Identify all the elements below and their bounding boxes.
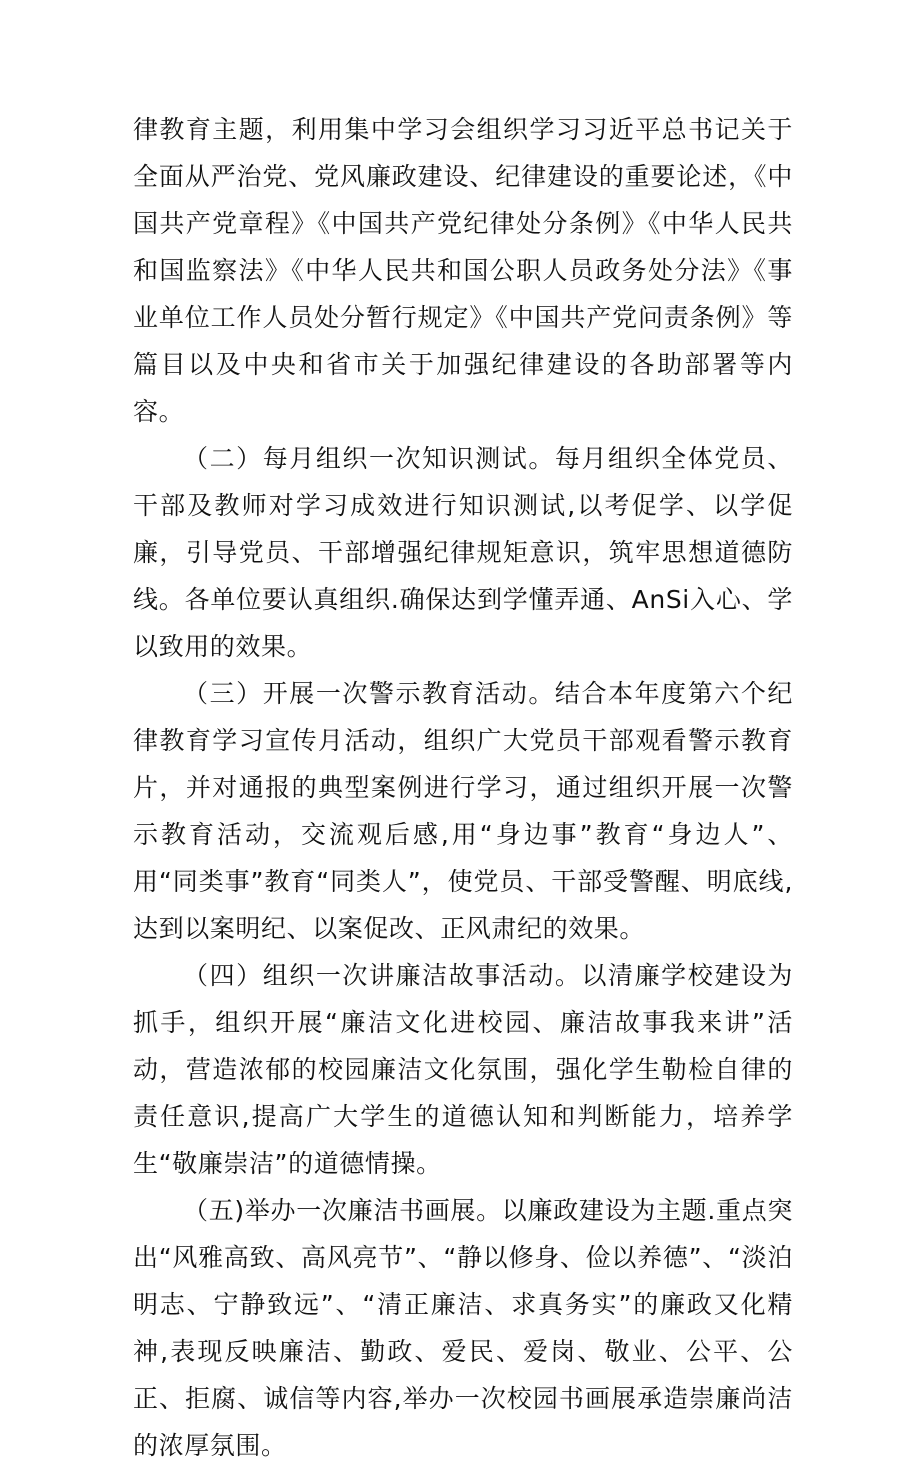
paragraph-integrity-stories: （四）组织一次讲廉洁故事活动。以清廉学校建设为抓手，组织开展“廉洁文化进校园、廉洁故事我来讲”活动，营造浓郁的校园廉洁文化氛围，强化学生勒检自律的责任意识,提高广大学生的道德认知和判断能力，培养学生“敬廉崇洁”的道德情操。 [133, 961, 793, 1178]
paragraph-knowledge-test: （二）每月组织一次知识测试。每月组织全体党员、干部及教师对学习成效进行知识测试,以考促学、以学促廉，引导党员、干部增强纪律规矩意识，筑牢思想道德防线。各单位要认真组织.确保达到学懂弄通、AnSi入心、学以致用的效果。 [133, 444, 793, 661]
paragraph-calligraphy-exhibition: （五)举办一次廉洁书画展。以廉政建设为主题.重点突出“风雅高致、高风亮节”、“静以修身、俭以养德”、“淡泊明志、宁静致远”、“清正廉洁、求真务实”的廉政又化精神,表现反映廉洁、勤政、爱民、爱岗、敬业、公平、公正、拒腐、诚信等内容,举办一次校园书画展承造崇廉尚洁的浓厚氛围。 [133, 1196, 793, 1460]
paragraph-continuation: 律教育主题，利用集中学习会组织学习习近平总书记关于全面从严治党、党风廉政建设、纪律建设的重要论述，《中国共产党章程》《中国共产党纪律处分条例》《中华人民共和国监察法》《中华人民共和国公职人员政务处分法》《事业单位工作人员处分暂行规定》《中国共产党问责条例》等篇目以及中央和省市关于加强纪律建设的各助部署等内容。 [133, 115, 793, 426]
paragraph-warning-education: （三）开展一次警示教育活动。结合本年度第六个纪律教育学习宣传月活动，组织广大党员干部观看警示教育片，并对通报的典型案例进行学习，通过组织开展一次警示教育活动，交流观后感,用“身边事”教育“身边人”、用“同类事”教育“同类人”，使党员、干部受警醒、明底线,达到以案明纪、以案促改、正风肃纪的效果。 [133, 679, 793, 943]
document-body [133, 106, 793, 1469]
